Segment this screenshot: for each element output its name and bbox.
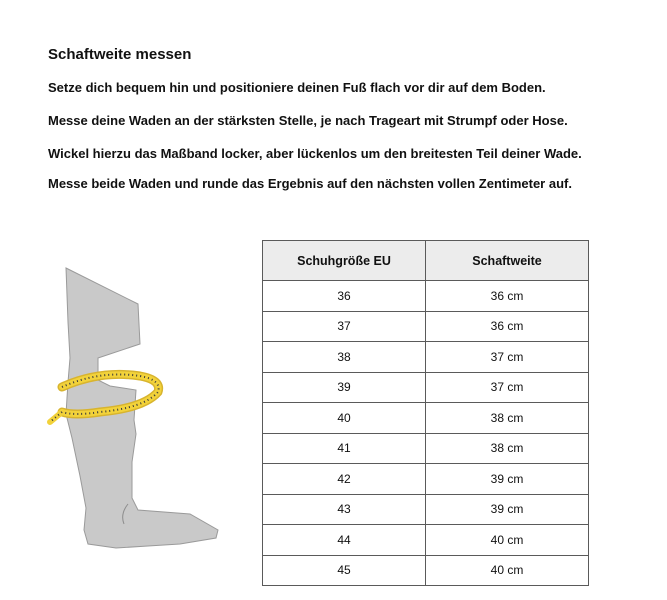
table-row [263,555,589,586]
shaft-width-cell: 40 cm [426,555,589,586]
table-row [263,433,589,464]
shaft-width-cell: 36 cm [426,281,589,312]
shaft-width-cell: 38 cm [426,403,589,434]
table-header-row [263,241,589,281]
instruction-4: Messe beide Waden und runde das Ergebnis auf den nächsten vollen Zentimeter auf. [48,176,572,191]
shaft-width-cell: 38 cm [426,433,589,464]
shaft-width-cell: 37 cm [426,372,589,403]
shoe-size-cell: 43 [263,494,426,525]
shaft-width-cell: 36 cm [426,311,589,342]
size-table [262,240,589,586]
column-header-shaft-width: Schaftweite [426,241,589,281]
page-title: Schaftweite messen [48,46,192,63]
shaft-width-cell: 40 cm [426,525,589,556]
shoe-size-cell: 41 [263,433,426,464]
shaft-width-cell: 39 cm [426,464,589,495]
table-row [263,342,589,373]
column-header-shoe-size: Schuhgröße EU [263,241,426,281]
shaft-width-cell: 37 cm [426,342,589,373]
shoe-size-cell: 44 [263,525,426,556]
instruction-3: Wickel hierzu das Maßband locker, aber lückenlos um den breitesten Teil deiner Wade. [48,146,582,161]
instruction-1: Setze dich bequem hin und positioniere deinen Fuß flach vor dir auf dem Boden. [48,80,546,95]
shoe-size-cell: 36 [263,281,426,312]
shoe-size-cell: 42 [263,464,426,495]
shaft-width-cell: 39 cm [426,494,589,525]
table-row [263,494,589,525]
shoe-size-cell: 39 [263,372,426,403]
table-row [263,464,589,495]
shoe-size-cell: 45 [263,555,426,586]
leg-with-measuring-tape-icon [40,262,220,552]
shoe-size-cell: 40 [263,403,426,434]
table-row [263,525,589,556]
table-row [263,281,589,312]
shoe-size-cell: 38 [263,342,426,373]
shoe-size-cell: 37 [263,311,426,342]
table-row [263,372,589,403]
instruction-2: Messe deine Waden an der stärksten Stelle, je nach Trageart mit Strumpf oder Hose. [48,113,568,128]
table-row [263,311,589,342]
table-row [263,403,589,434]
